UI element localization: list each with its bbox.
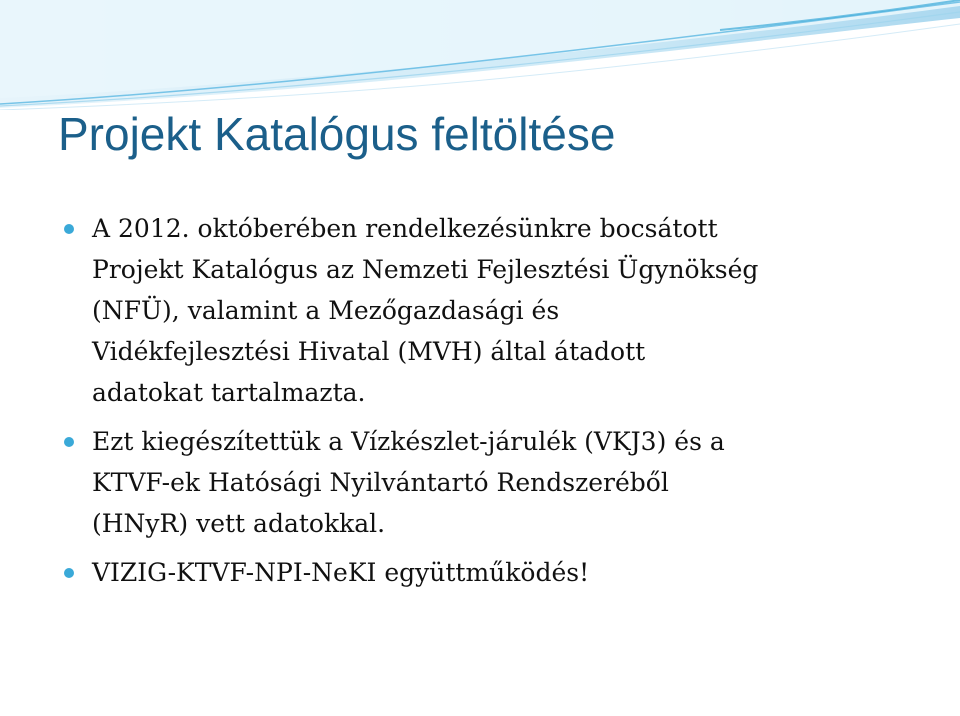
- bullet-dot-icon: [64, 224, 74, 234]
- bullet-line: (NFÜ), valamint a Mezőgazdasági és: [92, 296, 560, 325]
- bullet-text: [92, 552, 938, 593]
- bullet-item: [58, 421, 938, 544]
- bullet-line: Ezt kiegészítettük a Vízkészlet-járulék (VKJ3) és a: [92, 427, 725, 456]
- bullet-line: Projekt Katalógus az Nemzeti Fejlesztési Ügynökség: [92, 255, 759, 284]
- bullet-text: [92, 421, 938, 544]
- bullet-line: VIZIG-KTVF-NPI-NeKI együttműködés!: [92, 558, 590, 587]
- bullet-line: Vidékfejlesztési Hivatal (MVH) által átadott: [92, 337, 646, 366]
- bullet-line: A 2012. októberében rendelkezésünkre bocsátott: [92, 214, 718, 243]
- bullet-item: [58, 208, 938, 413]
- bullet-line: KTVF-ek Hatósági Nyilvántartó Rendszeréből: [92, 468, 669, 497]
- bullet-dot-icon: [64, 437, 74, 447]
- slide-title: Projekt Katalógus feltöltése: [58, 108, 616, 160]
- bullet-item: [58, 552, 938, 593]
- bullet-list: [58, 208, 938, 601]
- decorative-wave-header: [0, 0, 960, 110]
- bullet-line: adatokat tartalmazta.: [92, 378, 366, 407]
- bullet-line: (HNyR) vett adatokkal.: [92, 509, 386, 538]
- bullet-dot-icon: [64, 568, 74, 578]
- bullet-text: [92, 208, 938, 413]
